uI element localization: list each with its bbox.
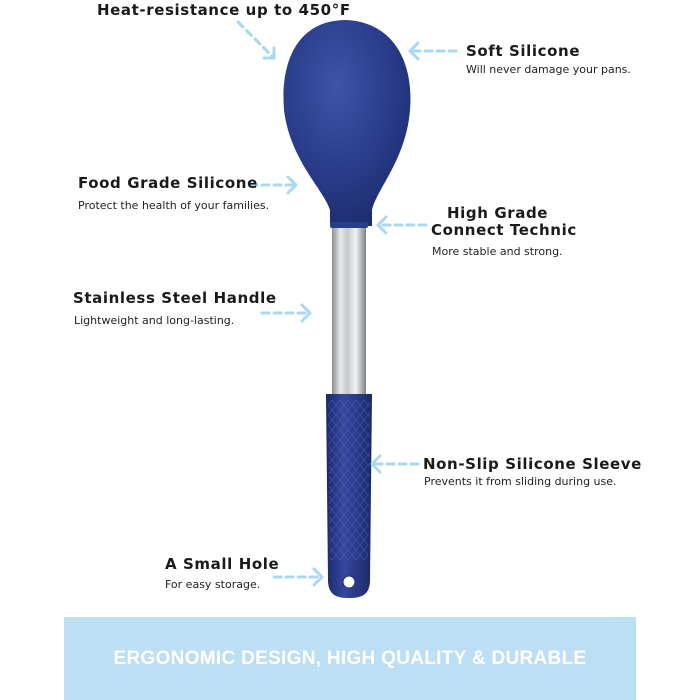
banner-text: ERGONOMIC DESIGN, HIGH QUALITY & DURABLE (113, 647, 587, 669)
heat-resistance-title: Heat-resistance up to 450°F (97, 1, 351, 19)
steel-handle-subtitle: Lightweight and long-lasting. (74, 314, 235, 327)
bottom-banner (64, 617, 636, 700)
sleeve-subtitle: Prevents it from sliding during use. (424, 475, 617, 488)
small-hole-subtitle: For easy storage. (165, 578, 261, 591)
sleeve-texture (328, 400, 370, 560)
connect-title-line2: Connect Technic (431, 221, 577, 239)
small-hole-title: A Small Hole (165, 555, 280, 573)
arrow-heat (238, 22, 272, 56)
food-grade-title: Food Grade Silicone (78, 174, 258, 192)
spoon-bowl (284, 20, 411, 226)
connect-title-line1: High Grade (447, 204, 549, 222)
soft-silicone-subtitle: Will never damage your pans. (466, 63, 631, 76)
sleeve-title: Non-Slip Silicone Sleeve (423, 455, 642, 473)
soft-silicone-title: Soft Silicone (466, 42, 581, 60)
connect-ring (330, 222, 368, 228)
steel-handle (332, 225, 366, 395)
food-grade-subtitle: Protect the health of your families. (78, 199, 270, 212)
steel-handle-title: Stainless Steel Handle (73, 289, 277, 307)
connect-subtitle: More stable and strong. (432, 245, 563, 258)
hanging-hole (343, 576, 355, 588)
